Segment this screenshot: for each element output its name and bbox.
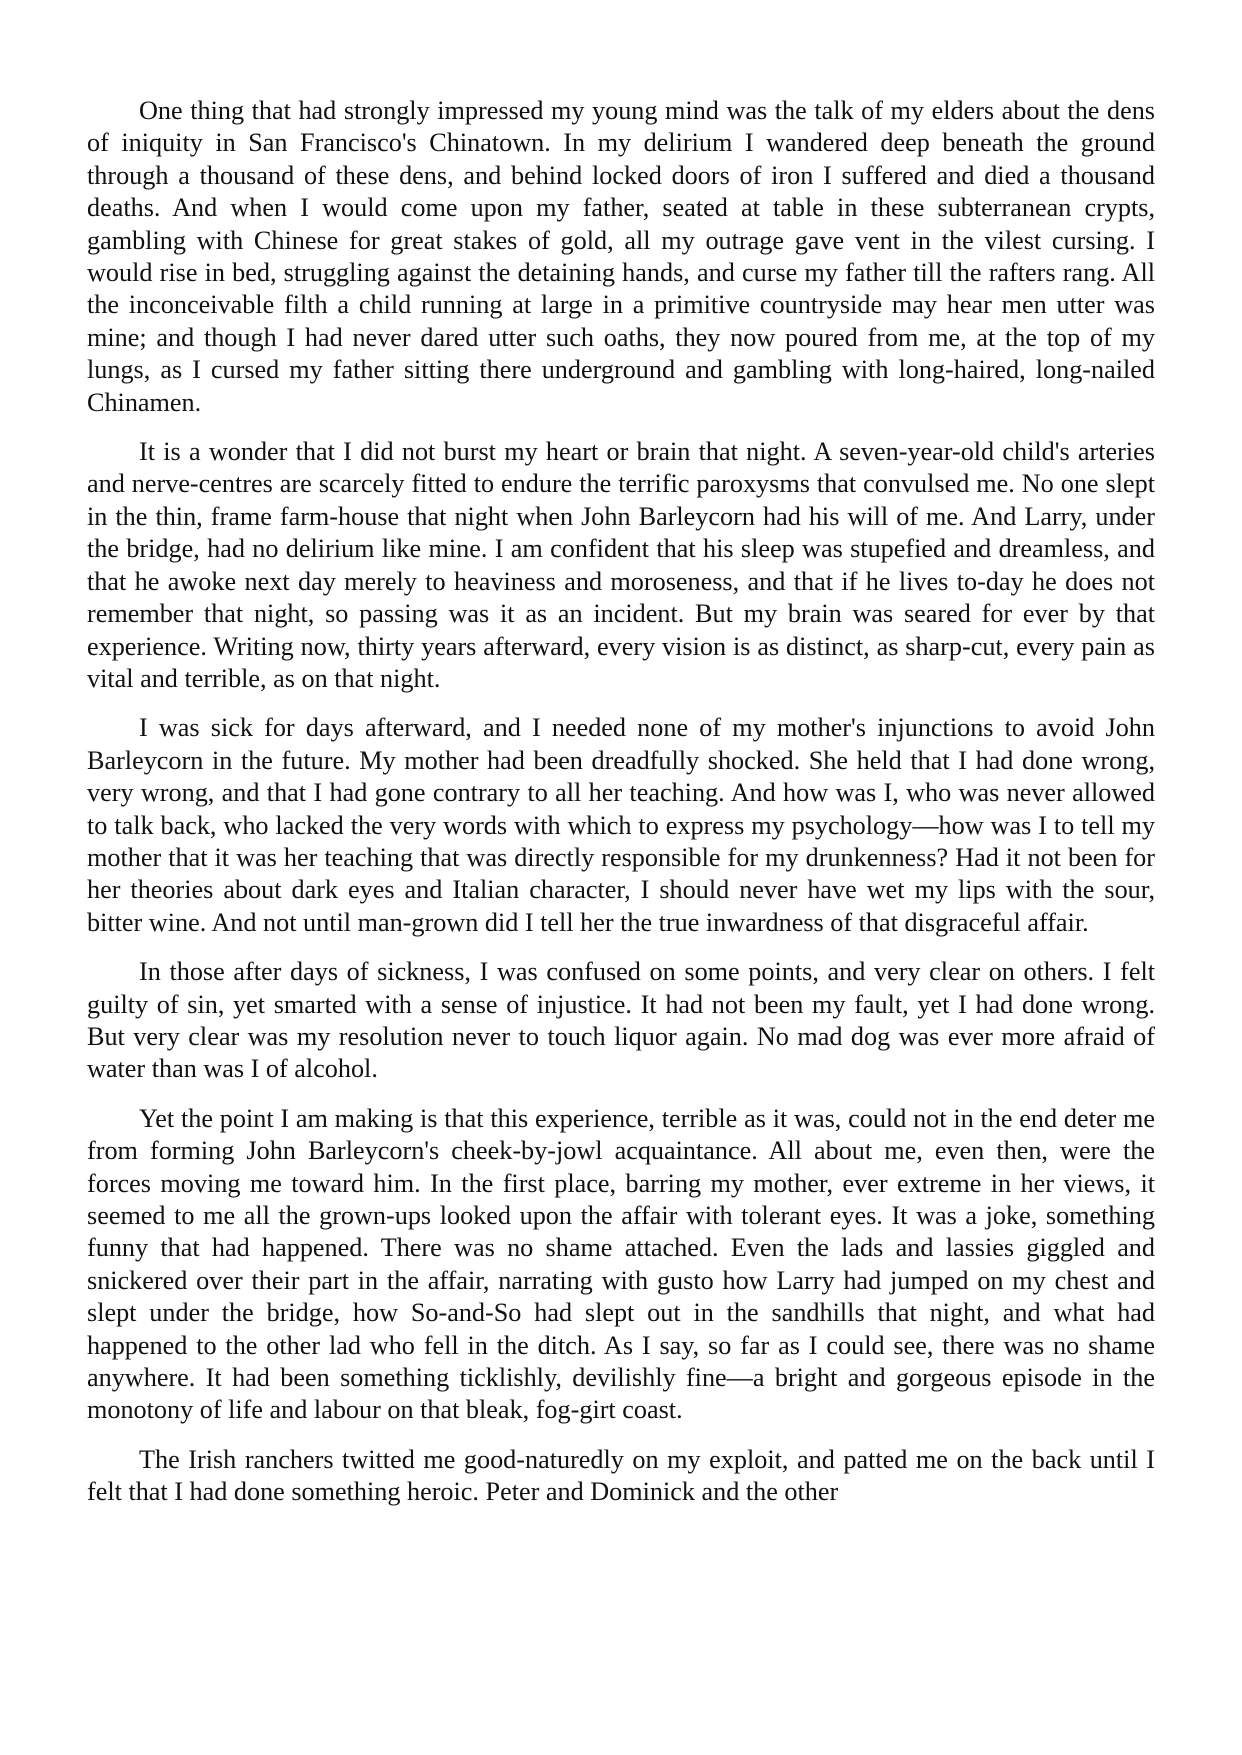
paragraph-6: The Irish ranchers twitted me good-naturedly on my exploit, and patted me on the back until I felt that I had done something heroic. Peter and Dominick and the other — [87, 1444, 1155, 1507]
paragraph-4: In those after days of sickness, I was confused on some points, and very clear on others. I felt guilty of sin, yet smarted with a sense of injustice. It had not been my fault, yet I had done wrong. But very clear was my resolution never to touch liquor again. No mad dog was ever more afraid of water than was I of alcohol. — [87, 957, 1155, 1084]
paragraph-5: Yet the point I am making is that this experience, terrible as it was, could not in the end deter me from forming John Barleycorn's cheek-by-jowl acquaintance. All about me, even then, were the forces moving me toward him. In the first place, barring my mother, ever extreme in her views, it seemed to me all the grown-ups looked upon the affair with tolerant eyes. It was a joke, something funny that had happened. There was no shame attached. Even the lads and lassies giggled and snickered over their part in the affair, narrating with gusto how Larry had jumped on my chest and slept under the bridge, how So-and-So had slept out in the sandhills that night, and what had happened to the other lad who fell in the ditch. As I say, so far as I could see, there was no shame anywhere. It had been something ticklishly, devilishly fine—a bright and gorgeous episode in the monotony of life and labour on that bleak, fog-girt coast. — [87, 1103, 1155, 1425]
book-page — [87, 95, 1155, 1526]
paragraph-2: It is a wonder that I did not burst my heart or brain that night. A seven-year-old child's arteries and nerve-centres are scarcely fitted to endure the terrific paroxysms that convulsed me. No one slept in the thin, frame farm-house that night when John Barleycorn had his will of me. And Larry, under the bridge, had no delirium like mine. I am confident that his sleep was stupefied and dreamless, and that he awoke next day merely to heaviness and moroseness, and that if he lives to-day he does not remember that night, so passing was it as an incident. But my brain was seared for ever by that experience. Writing now, thirty years afterward, every vision is as distinct, as sharp-cut, every pain as vital and terrible, as on that night. — [87, 437, 1155, 693]
paragraph-3: I was sick for days afterward, and I needed none of my mother's injunctions to avoid John Barleycorn in the future. My mother had been dreadfully shocked. She held that I had done wrong, very wrong, and that I had gone contrary to all her teaching. And how was I, who was never allowed to talk back, who lacked the very words with which to express my psychology—how was I to tell my mother that it was her teaching that was directly responsible for my drunkenness? Had it not been for her theories about dark eyes and Italian character, I should never have wet my lips with the sour, bitter wine. And not until man-grown did I tell her the true inwardness of that disgraceful affair. — [87, 713, 1155, 937]
paragraph-1: One thing that had strongly impressed my young mind was the talk of my elders about the dens of iniquity in San Francisco's Chinatown. In my delirium I wandered deep beneath the ground through a thousand of these dens, and behind locked doors of iron I suffered and died a thousand deaths. And when I would come upon my father, seated at table in these subterranean crypts, gambling with Chinese for great stakes of gold, all my outrage gave vent in the vilest cursing. I would rise in bed, struggling against the detaining hands, and curse my father till the rafters rang. All the inconceivable filth a child running at large in a primitive countryside may hear men utter was mine; and though I had never dared utter such oaths, they now poured from me, at the top of my lungs, as I cursed my father sitting there underground and gambling with long-haired, long-nailed Chinamen. — [87, 96, 1155, 417]
